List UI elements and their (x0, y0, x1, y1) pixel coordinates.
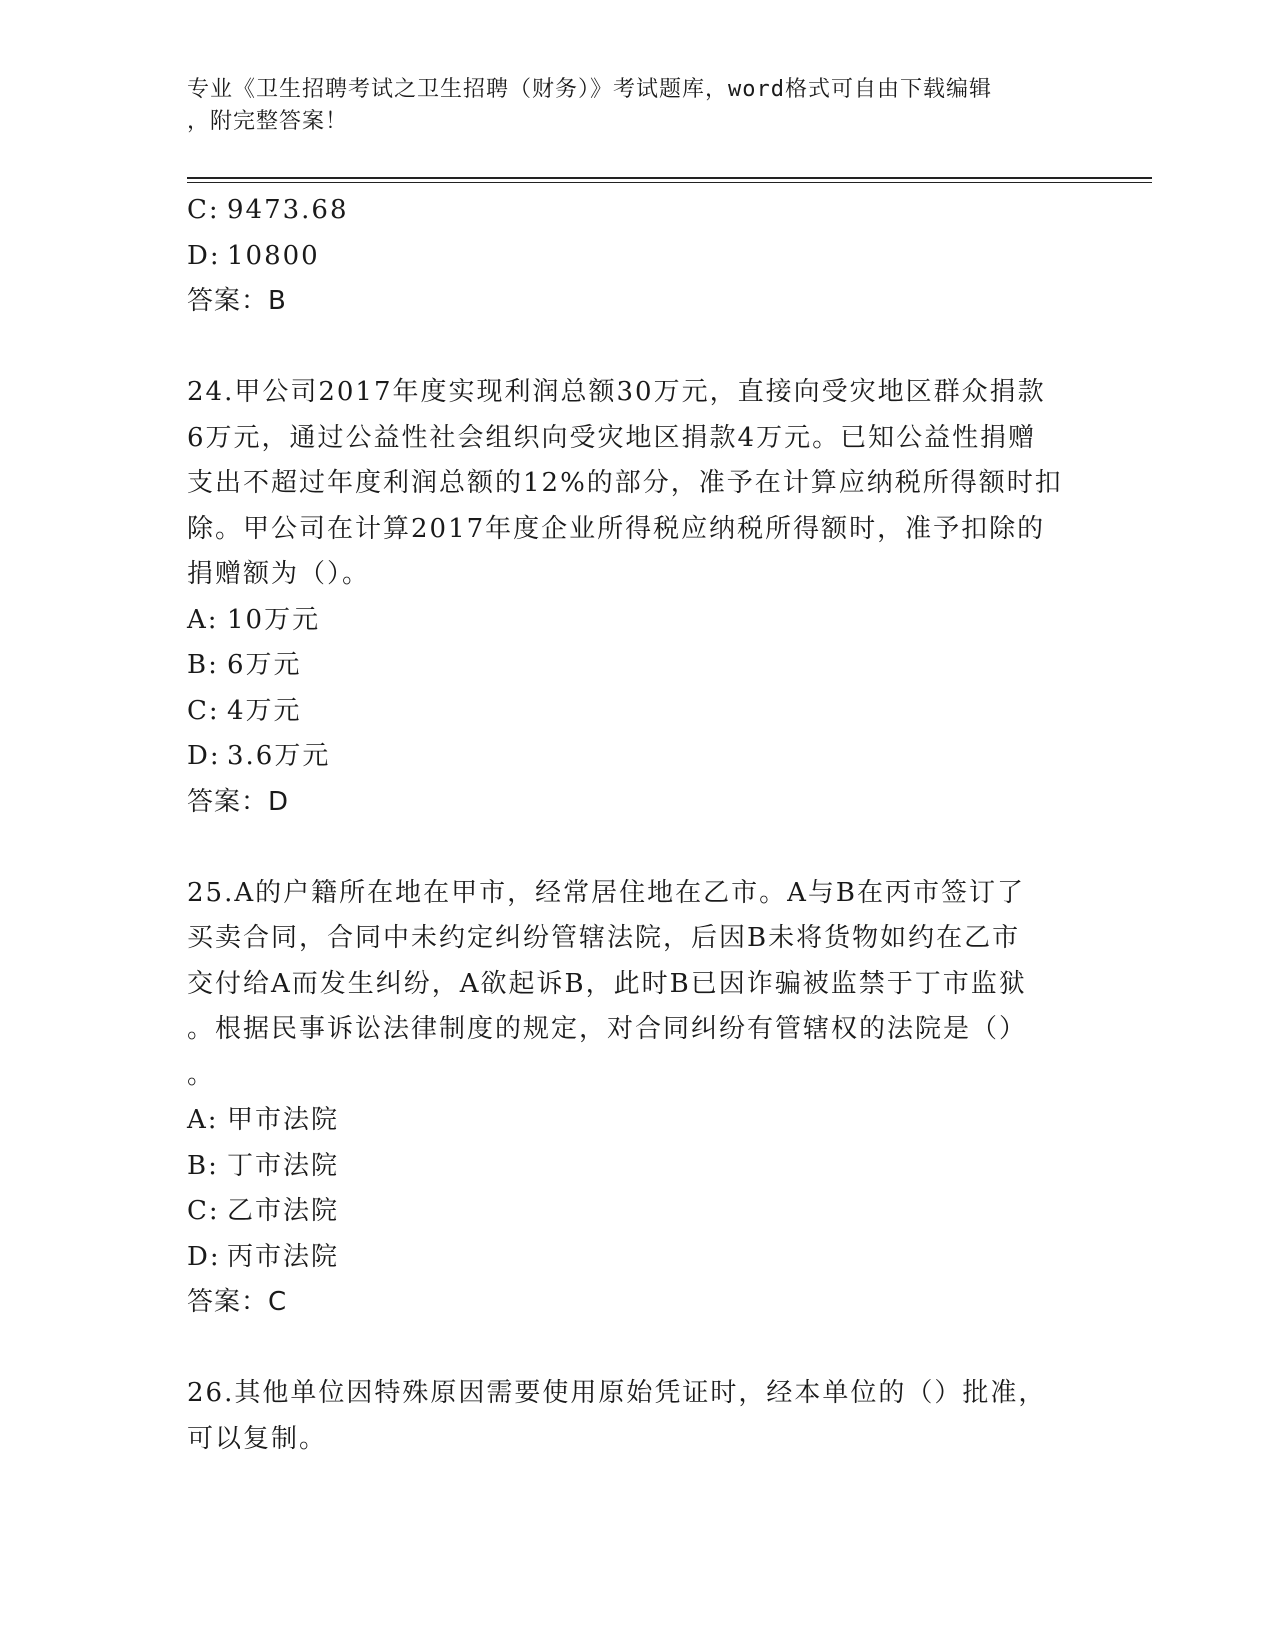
question-text-line: 捐赠额为（）。 (187, 559, 371, 589)
question-text-line: 支出不超过年度利润总额的12%的部分，准予在计算应纳税所得额时扣 (187, 468, 1063, 498)
question-text-line: 25.A的户籍所在地在甲市，经常居住地在乙市。A与B在丙市签订了 (187, 877, 1026, 908)
question-text-line: 。根据民事诉讼法律制度的规定，对合同纠纷有管辖权的法院是（） (187, 1014, 1028, 1044)
question-26 (187, 1371, 1087, 1462)
answer-23: 答案：B (187, 286, 287, 316)
header-line-1: 专业《卫生招聘考试之卫生招聘（财务）》考试题库，word格式可自由下载编辑 (187, 77, 992, 102)
question-text-line: 26.其他单位因特殊原因需要使用原始凭证时，经本单位的（）批准， (187, 1378, 1047, 1408)
header-divider-thin (187, 182, 1152, 183)
header-divider-thick (187, 177, 1152, 179)
question-text-line: 除。甲公司在计算2017年度企业所得税应纳税所得额时，准予扣除的 (187, 513, 1046, 544)
question-23-tail (187, 188, 1087, 325)
question-text-line: 。 (187, 1059, 216, 1090)
question-text-line: 可以复制。 (187, 1423, 328, 1454)
option-d: D: 丙市法院 (187, 1241, 340, 1272)
option-c: C: 4万元 (187, 695, 302, 726)
question-25 (187, 871, 1087, 1326)
question-text-line: 6万元，通过公益性社会组织向受灾地区捐款4万元。已知公益性捐赠 (187, 422, 1037, 453)
option-b: B: 6万元 (187, 650, 302, 680)
question-24 (187, 370, 1087, 825)
option-b: B: 丁市法院 (187, 1150, 340, 1181)
header-line-2: ，附完整答案！ (187, 109, 349, 134)
option-d: D: 3.6万元 (187, 741, 331, 771)
option-a: A: 10万元 (187, 604, 321, 635)
option-c: C: 9473.68 (187, 195, 349, 225)
option-c: C: 乙市法院 (187, 1196, 340, 1226)
document-header (187, 74, 1067, 138)
question-text-line: 24.甲公司2017年度实现利润总额30万元，直接向受灾地区群众捐款 (187, 377, 1046, 407)
answer-24: 答案：D (187, 786, 290, 817)
question-text-line: 买卖合同，合同中未约定纠纷管辖法院，后因B未将货物如约在乙市 (187, 923, 1021, 953)
question-text-line: 交付给A而发生纠纷，A欲起诉B，此时B已因诈骗被监禁于丁市监狱 (187, 968, 1027, 999)
answer-25: 答案：C (187, 1287, 288, 1317)
option-d: D: 10800 (187, 240, 320, 271)
option-a: A: 甲市法院 (187, 1105, 340, 1135)
question-content (187, 188, 1087, 1462)
